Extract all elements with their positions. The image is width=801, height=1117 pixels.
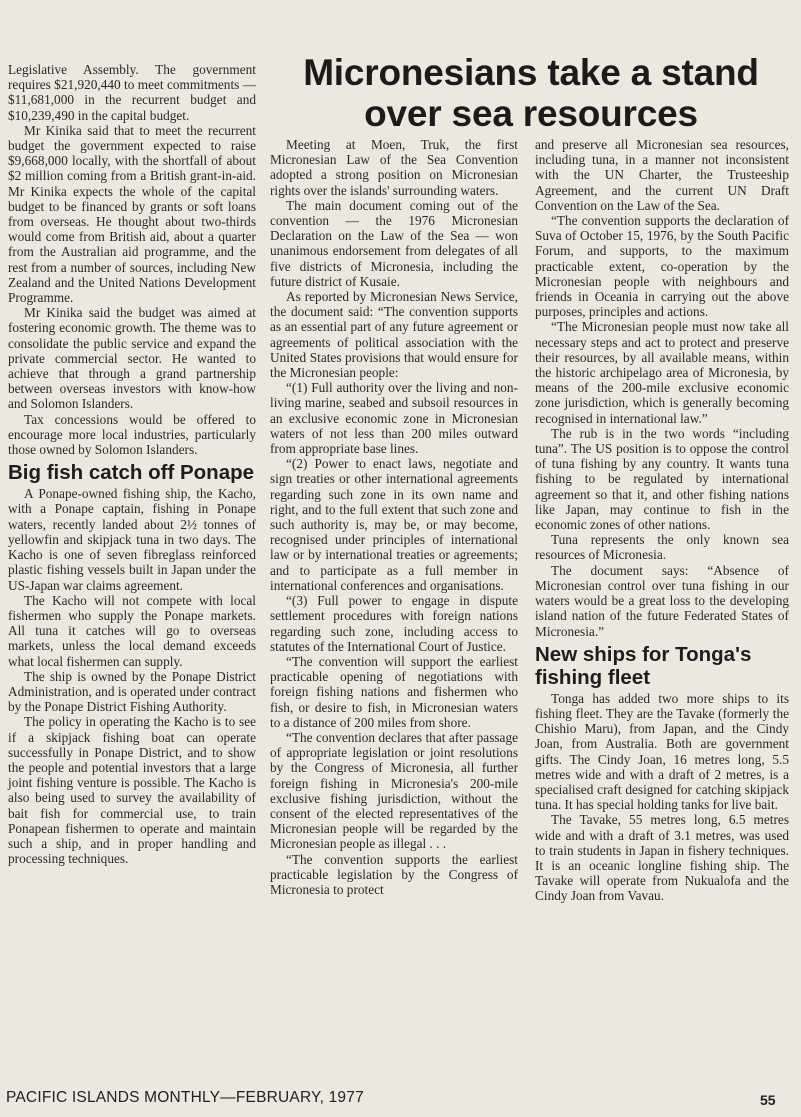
middle-column bbox=[270, 137, 518, 897]
publication-footer: PACIFIC ISLANDS MONTHLY—FEBRUARY, 1977 bbox=[6, 1089, 364, 1106]
article-paragraph: “(1) Full authority over the living and non-living marine, seabed and subsoil resources in an exclusive economic zone in Micronesian waters of not less than 200 miles outward from appropriate base lines. bbox=[270, 380, 518, 457]
article-paragraph: “(2) Power to enact laws, negotiate and sign treaties or other international agreements regarding such zone in its own name and right, and to the full extent that such zone and such authority is, may be, or may become, recognised under principles of international law or by international treaties or agreements; and to participate as a full member in international conferences and organisations. bbox=[270, 456, 518, 593]
article-paragraph: Tax concessions would be offered to encourage more local industries, particularly those owned by Solomon Islanders. bbox=[8, 411, 256, 458]
article-paragraph: Meeting at Moen, Truk, the first Micronesian Law of the Sea Convention adopted a strong position on Micronesian rights over the islands' surrounding waters. bbox=[270, 137, 518, 198]
article-paragraph: “The convention supports the declaration of Suva of October 15, 1976, by the South Pacific Forum, and supports, to the maximum practicable extent, co-operation by the Micronesian people with neighbours and friends in Oceania in carrying out the above purposes, principles and actions. bbox=[535, 213, 789, 320]
main-headline: Micronesians take a stand over sea resources bbox=[303, 52, 759, 134]
article-paragraph: “The convention will support the earliest practicable opening of negotiations with foreign fishing nations and fishermen who fish, or desire to fish, in Micronesian waters to a distance of 200 miles from shore. bbox=[270, 653, 518, 730]
article-paragraph: Legislative Assembly. The government requires $21,920,440 to meet commitments — $11,681,000 in the recurrent budget and $10,239,490 in the capital budget. bbox=[8, 62, 256, 123]
article-paragraph: The main document coming out of the convention — the 1976 Micronesian Declaration on the Law of the Sea — won unanimous endorsement from delegates of all five districts of Micronesia, including the future district of Kusaie. bbox=[270, 197, 518, 289]
right-column bbox=[535, 137, 789, 904]
article-paragraph: “(3) Full power to engage in dispute settlement procedures with foreign nations regarding such zone, including access to statutes of the International Court of Justice. bbox=[270, 593, 518, 654]
article-paragraph: A Ponape-owned fishing ship, the Kacho, with a Ponape captain, fishing in Ponape waters, recently landed about 2½ tonnes of yellowfin and skipjack tuna in two days. The Kacho is one of seven fibreglass reinforced plastic fishing vessels built in Japan under the US-Japan war claims agreement. bbox=[8, 486, 256, 593]
article-paragraph: The Tavake, 55 metres long, 6.5 metres wide and with a draft of 3.1 metres, was used to train students in Japan in fishery techniques. It is an oceanic longline fishing ship. The Tavake will operate from Nukualofa and the Cindy Joan from Vavau. bbox=[535, 812, 789, 904]
article-paragraph: The Kacho will not compete with local fishermen who supply the Ponape markets. All tuna it catches will go to overseas markets, unless the local demand exceeds what local fishermen can supply. bbox=[8, 592, 256, 669]
article-paragraph: and preserve all Micronesian sea resources, including tuna, in a manner not inconsistent with the UN Charter, the Trusteeship Agreement, and the current UN Draft Convention on the Law of the Sea. bbox=[535, 137, 789, 213]
article-paragraph: As reported by Micronesian News Service, the document said: “The convention supports as an essential part of any future agreement or agreements of political association with the United States provisions that would ensure for the Micronesian people: bbox=[270, 289, 518, 381]
article-paragraph: Mr Kinika said that to meet the recurrent budget the government expected to raise $9,668,000 locally, with the shortfall of about $2 million coming from a British grant-in-aid. Mr Kinika expects the whole of the capital budget to be financed by grants or soft loans from overseas. He thought about two-thirds would come from British aid, about a quarter from the Australian aid programme, and the rest from a number of sources, including New Zealand and the United Nations Development Programme. bbox=[8, 122, 256, 306]
article-paragraph: Tuna represents the only known sea resources of Micronesia. bbox=[535, 532, 789, 563]
article-paragraph: Mr Kinika said the budget was aimed at fostering economic growth. The theme was to consolidate the public service and expand the private commercial sector. He wanted to achieve that through a grand partnership between overseas investors with know-how and Solomon Islanders. bbox=[8, 305, 256, 412]
article-paragraph: “The convention supports the earliest practicable legislation by the Congress of Micronesia to protect bbox=[270, 851, 518, 897]
story-heading-big-fish-catch: Big fish catch off Ponape bbox=[8, 461, 255, 485]
article-paragraph: The ship is owned by the Ponape District Administration, and is operated under contract by the Ponape District Fishing Authority. bbox=[8, 668, 256, 715]
article-paragraph: Tonga has added two more ships to its fishing fleet. They are the Tavake (formerly the Chishio Maru), from Japan, and the Cindy Joan, from Australia. Both are government gifts. The Cindy Joan, 16 metres long, 5.5 metres wide and with a draft of 2 metres, is a specialised craft designed for catching skipjack tuna. It has special holding tanks for live bait. bbox=[535, 690, 789, 813]
article-paragraph: The document says: “Absence of Micronesian control over tuna fishing in our waters would be a great loss to the developing island nation of the future Federated States of Micronesia.” bbox=[535, 562, 789, 639]
article-paragraph: The policy in operating the Kacho is to see if a skipjack fishing boat can operate successfully in Ponape District, and to show the people and potential investors that a large joint fishing venture is possible. The Kacho is also being used to survey the availability of bait fish for commercial use, to train Ponapean fishermen to operate and maintain such a ship, and in proper handling and processing techniques. bbox=[8, 714, 256, 867]
story-heading-new-ships: New ships for Tonga's fishing fleet bbox=[535, 642, 752, 689]
article-paragraph: The rub is in the two words “including tuna”. The US position is to oppose the control of tuna fishing by any country. It wants tuna fishing to be regulated by international agreement so that it, and other fishing nations like Japan, may continue to fish in the economic zones of other nations. bbox=[535, 425, 789, 533]
page-number: 55 bbox=[760, 1092, 776, 1108]
left-column bbox=[8, 62, 256, 866]
article-paragraph: “The convention declares that after passage of appropriate legislation or joint resolutions by the Congress of Micronesia, all further foreign fishing in Micronesia's 200-mile exclusive fishing jurisdiction, without the consent of the elected representatives of the Micronesian people will be regarded by the Micronesian people as illegal . . . bbox=[270, 729, 518, 852]
article-paragraph: “The Micronesian people must now take all necessary steps and act to protect and preserve their resources, by all available means, within the historic archipelago area of Micronesia, by means of the 200-mile exclusive economic zone jurisdiction, which is generally becoming recognised in international law.” bbox=[535, 319, 789, 426]
